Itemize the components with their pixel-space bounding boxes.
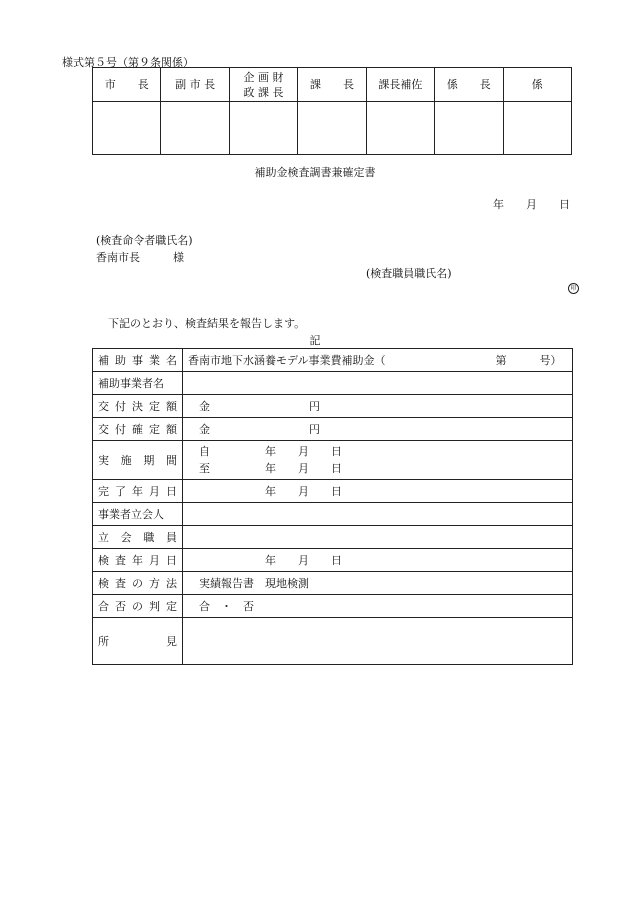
- table-row: [93, 503, 573, 526]
- row-label: 立 会 職 員: [93, 526, 183, 549]
- approval-header: 課長補佐: [366, 68, 434, 102]
- table-row: [93, 549, 573, 572]
- approval-header: 係 長: [435, 68, 503, 102]
- approval-header: 係: [503, 68, 571, 102]
- row-label: 交 付 確 定 額: [93, 418, 183, 441]
- approval-header: 市 長: [93, 68, 161, 102]
- form-number: 様式第５号（第９条関係）: [62, 56, 194, 69]
- table-row: [93, 372, 573, 395]
- inspector-commander-label: (検査命令者職氏名): [96, 234, 193, 247]
- row-value[interactable]: 香南市地下水涵養モデル事業費補助金（ 第 号）: [183, 349, 573, 372]
- date-line: 年 月 日: [493, 198, 570, 211]
- table-row: [93, 349, 573, 372]
- row-label: 事業者立会人: [93, 503, 183, 526]
- row-label: 実 施 期 間: [93, 441, 183, 480]
- row-value[interactable]: 金 円: [183, 418, 573, 441]
- approval-header: 課 長: [298, 68, 366, 102]
- row-label: 補 助 事 業 名: [93, 349, 183, 372]
- table-row: [93, 618, 573, 665]
- approval-stamp-box[interactable]: [229, 102, 297, 155]
- mayor-addressee: 香南市長 様: [96, 251, 184, 264]
- table-row: [93, 526, 573, 549]
- approval-stamp-box[interactable]: [161, 102, 229, 155]
- row-value[interactable]: 金 円: [183, 395, 573, 418]
- approval-stamp-box[interactable]: [298, 102, 366, 155]
- inspector-staff-label: (検査職員職氏名): [366, 267, 452, 280]
- approval-stamp-box[interactable]: [503, 102, 571, 155]
- row-value[interactable]: [183, 526, 573, 549]
- table-row: [93, 418, 573, 441]
- row-label: 合 否 の 判 定: [93, 595, 183, 618]
- approval-stamp-table: [92, 67, 572, 155]
- approval-stamp-box[interactable]: [435, 102, 503, 155]
- row-value[interactable]: 合 ・ 否: [183, 595, 573, 618]
- row-label: 所 見: [93, 618, 183, 665]
- table-row: [93, 441, 573, 480]
- approval-header: 副 市 長: [161, 68, 229, 102]
- ki-heading: 記: [309, 334, 321, 347]
- row-value[interactable]: 自 年 月 日 至 年 月 日: [183, 441, 573, 480]
- inspection-table: [92, 348, 573, 665]
- table-row: [93, 395, 573, 418]
- row-value[interactable]: [183, 618, 573, 665]
- row-label: 検 査 の 方 法: [93, 572, 183, 595]
- row-label: 検 査 年 月 日: [93, 549, 183, 572]
- row-value[interactable]: 年 月 日: [183, 480, 573, 503]
- row-value[interactable]: 実績報告書 現地検測: [183, 572, 573, 595]
- row-value[interactable]: [183, 503, 573, 526]
- row-label: 完 了 年 月 日: [93, 480, 183, 503]
- document-title: 補助金検査調書兼確定書: [254, 166, 376, 179]
- table-row: [93, 572, 573, 595]
- approval-header: 企 画 財 政 課 長: [229, 68, 297, 102]
- row-value[interactable]: 年 月 日: [183, 549, 573, 572]
- table-row: [93, 480, 573, 503]
- approval-stamp-box[interactable]: [366, 102, 434, 155]
- row-label: 補助事業者名: [93, 372, 183, 395]
- seal-mark: 印: [568, 283, 579, 294]
- approval-stamp-box[interactable]: [93, 102, 161, 155]
- table-row: [93, 595, 573, 618]
- row-label: 交 付 決 定 額: [93, 395, 183, 418]
- report-sentence: 下記のとおり、検査結果を報告します。: [108, 317, 306, 330]
- row-value[interactable]: [183, 372, 573, 395]
